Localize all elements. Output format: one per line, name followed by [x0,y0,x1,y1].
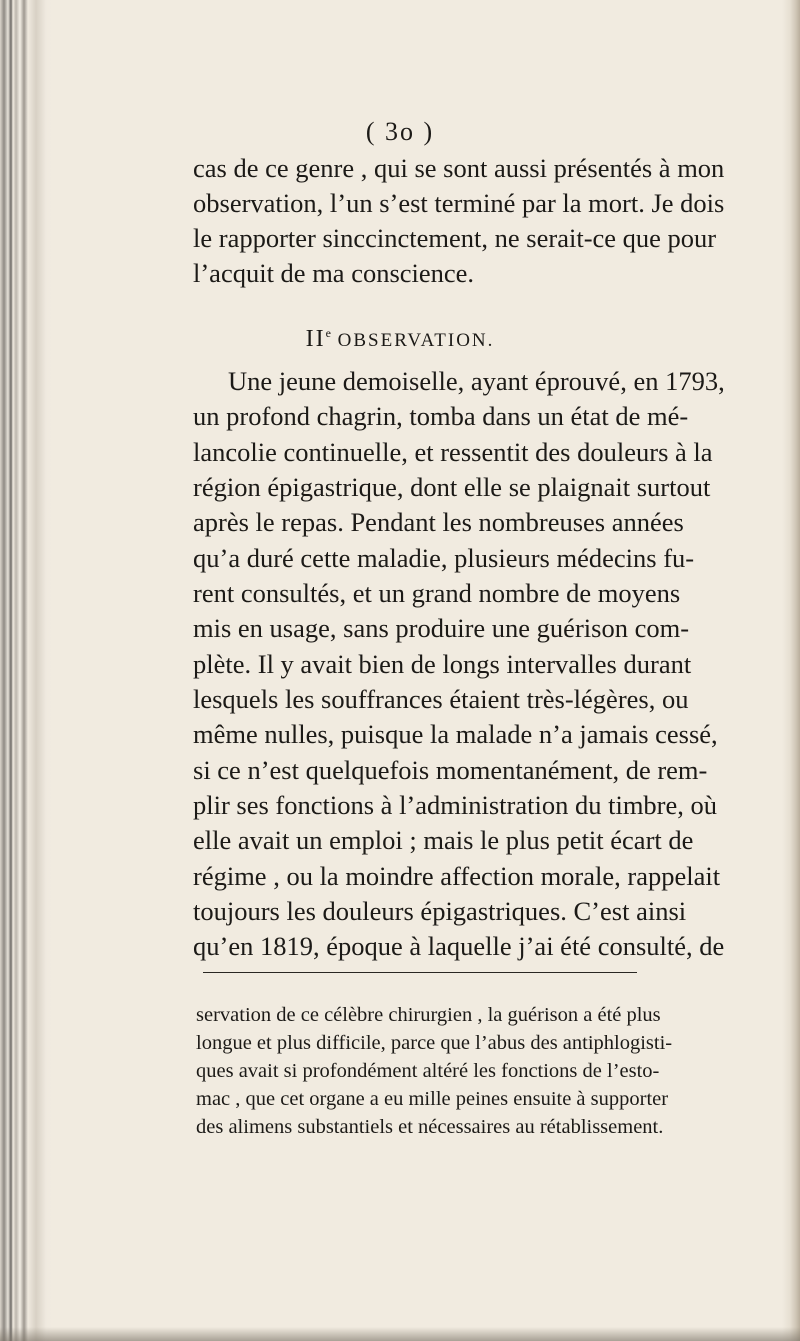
text-line: observation, l’un s’est terminé par la mort. Je dois [193,188,725,218]
text-line: plir ses fonctions à l’administration du timbre, où [193,790,718,820]
heading-title: OBSERVATION. [337,330,495,351]
text-line: l’acquit de ma conscience. [193,258,475,288]
footnote-line: des alimens substantiels et nécessaires au rétablissement. [196,1116,664,1138]
page-bottom-shadow [0,1327,800,1341]
page-edge-shadow [782,0,800,1341]
text-line: le rapporter sinccinctement, ne serait-ce que pour [193,223,717,253]
text-line: mis en usage, sans produire une guérison com- [193,613,690,643]
text-line: même nulles, puisque la malade n’a jamais cessé, [193,719,718,749]
footnote-line: servation de ce célèbre chirurgien , la guérison a été plus [196,1004,661,1026]
text-line: qu’a duré cette maladie, plusieurs médecins fu- [193,543,695,573]
text-line: elle avait un emploi ; mais le plus petit écart de [193,825,694,855]
book-binding-edge [0,0,52,1341]
footnote-line: ques avait si profondément altéré les fonctions de l’esto- [196,1060,660,1082]
section-heading [0,326,800,353]
text-line: région épigastrique, dont elle se plaignait surtout [193,472,711,502]
text-line: qu’en 1819, époque à laquelle j’ai été consulté, de [193,931,725,961]
text-line: plète. Il y avait bien de longs intervalles durant [193,649,692,679]
text-line: après le repas. Pendant les nombreuses années [193,507,684,537]
heading-superscript: e [325,326,331,340]
text-line: toujours les douleurs épigastriques. C’est ainsi [193,896,687,926]
footnote-line: longue et plus difficile, parce que l’abus des antiphlogisti- [196,1032,673,1054]
text-line: lancolie continuelle, et ressentit des douleurs à la [193,437,713,467]
footnote-rule [203,972,637,973]
text-line: lesquels les souffrances étaient très-légères, ou [193,684,689,714]
text-line: Une jeune demoiselle, ayant éprouvé, en 1793, [228,366,725,396]
text-line: si ce n’est quelquefois momentanément, de rem- [193,755,708,785]
text-line: régime , ou la moindre affection morale, rappelait [193,861,721,891]
page-number: ( 3o ) [365,117,435,146]
text-line: rent consultés, et un grand nombre de moyens [193,578,681,608]
text-line: un profond chagrin, tomba dans un état de mé- [193,401,689,431]
text-line: cas de ce genre , qui se sont aussi présentés à mon [193,153,725,183]
heading-numeral: II [305,326,326,352]
footnote-line: mac , que cet organe a eu mille peines ensuite à supporter [196,1088,669,1110]
